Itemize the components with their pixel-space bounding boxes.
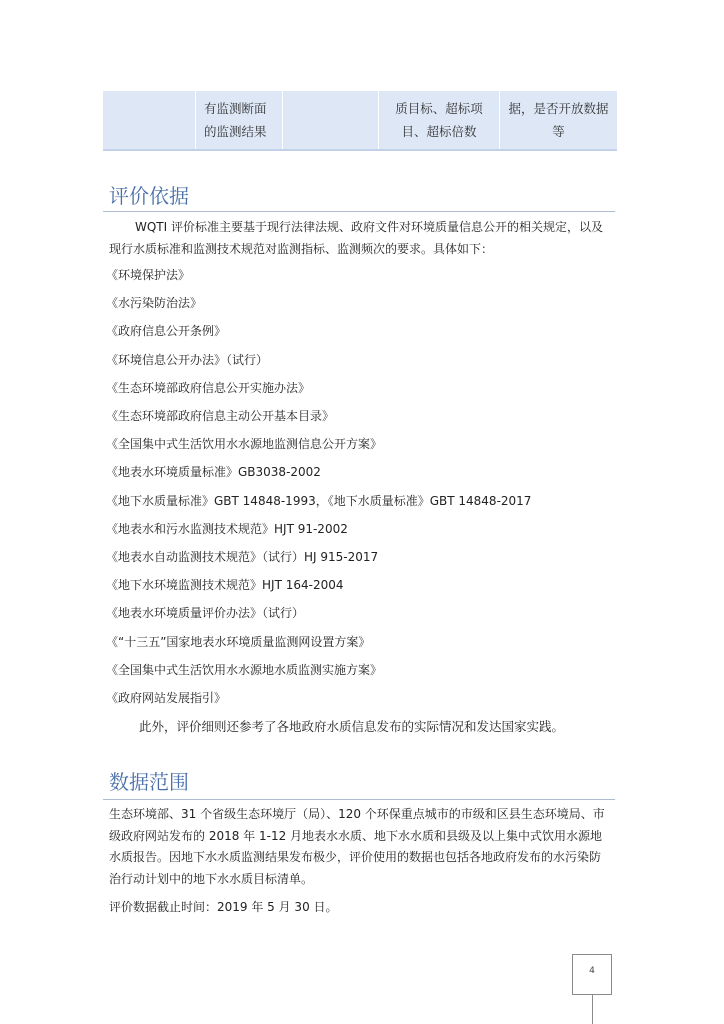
paragraph: 生态环境部、31 个省级生态环境厅（局）、120 个环保重点城市的市级和区县生态环境局、市级政府网站发布的 2018 年 1-12 月地表水水质、地下水水质和县级及以上集中式饮用水源地水质报告。因地下水水质监测结果发布极少，评价使用的数据也包括各地政府发布的水污染防治行动计划中的地下水水质目标清单。 [109, 807, 605, 886]
table-cell [379, 91, 500, 149]
heading-rule [103, 211, 615, 212]
reference-item: 《环境保护法》 [106, 268, 191, 282]
paragraph: 评价数据截止时间：2019 年 5 月 30 日。 [109, 900, 338, 914]
reference-item: 《地表水和污水监测技术规范》HJT 91-2002 [106, 521, 348, 536]
reference-item: 《环境信息公开办法》（试行） [106, 352, 269, 367]
table-cell-text: 质目标、超标项 目、超标倍数 [395, 101, 483, 139]
reference-item: 《政府信息公开条例》 [106, 324, 227, 339]
table-cell [103, 91, 196, 149]
table-cell [283, 91, 379, 149]
paragraph: 此外，评价细则还参考了各地政府水质信息发布的实际情况和发达国家实践。 [139, 719, 565, 734]
section-heading: 数据范围 [109, 770, 189, 794]
reference-item: 《水污染防治法》 [106, 296, 203, 311]
page-number: 4 [589, 966, 595, 976]
heading-rule [103, 799, 615, 800]
table-cell-text: 有监测断面 的监测结果 [204, 101, 267, 139]
table-cell-text: 据，是否开放数据 等 [508, 101, 609, 139]
reference-item: 《全国集中式生活饮用水水源地监测信息公开方案》 [106, 437, 383, 452]
reference-item: 《生态环境部政府信息公开实施办法》 [106, 380, 311, 395]
table-cell [196, 91, 283, 149]
reference-item: 《“十三五”国家地表水环境质量监测网设置方案》 [106, 634, 371, 649]
page-number-box [572, 954, 612, 995]
reference-item: 《地表水环境质量评价办法》（试行） [106, 606, 305, 621]
reference-item: 《生态环境部政府信息主动公开基本目录》 [106, 409, 335, 423]
reference-item: 《全国集中式生活饮用水水源地水质监测实施方案》 [106, 662, 383, 677]
page-number-line [592, 995, 593, 1024]
paragraph: WQTI 评价标准主要基于现行法律法规、政府文件对环境质量信息公开的相关规定，以及现行水质标准和监测技术规范对监测指标、监测频次的要求。具体如下： [109, 220, 603, 256]
reference-item: 《地下水环境监测技术规范》HJT 164-2004 [106, 578, 344, 593]
table-cell [500, 91, 617, 149]
reference-item: 《地下水质量标准》GBT 14848-1993，《地下水质量标准》GBT 14848-2017 [106, 493, 532, 508]
reference-item: 《地表水自动监测技术规范》（试行）HJ 915-2017 [106, 550, 379, 564]
table-row [103, 91, 617, 151]
reference-item: 《地表水环境质量标准》GB3038-2002 [106, 465, 321, 480]
reference-item: 《政府网站发展指引》 [106, 691, 227, 705]
section-heading: 评价依据 [109, 184, 189, 208]
